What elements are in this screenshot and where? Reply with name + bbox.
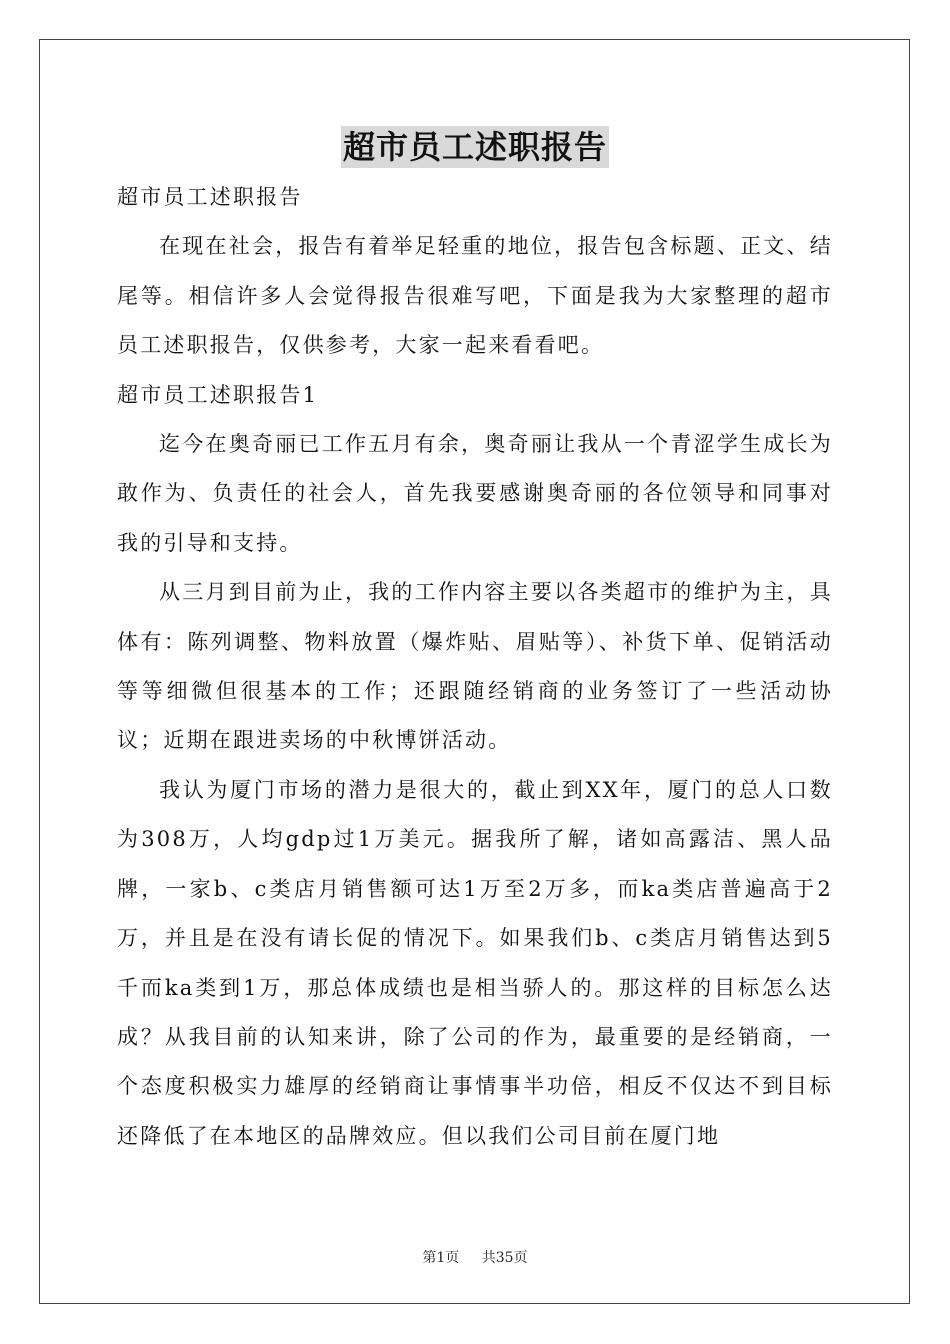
page-number: 第1页 (422, 1250, 460, 1266)
section-heading: 超市员工述职报告1 (117, 382, 319, 407)
page-total: 共35页 (481, 1250, 528, 1266)
body-paragraph: 从三月到目前为止，我的工作内容主要以各类超市的维护为主，具体有：陈列调整、物料放置（爆炸贴、眉贴等）、补货下单、促销活动等等细微但很基本的工作；还跟随经销商的业务签订了一些活动协议；近期在跟进卖场的中秋博饼活动。 (117, 580, 833, 753)
intro-paragraph: 在现在社会，报告有着举足轻重的地位，报告包含标题、正文、结尾等。相信许多人会觉得报告很难写吧，下面是我为大家整理的超市员工述职报告，仅供参考，大家一起来看看吧。 (117, 234, 833, 358)
document-body (117, 173, 833, 1161)
document-title: 超市员工述职报告 (342, 128, 607, 166)
title-wrap (0, 126, 950, 168)
page-footer (0, 1247, 950, 1267)
body-paragraph: 我认为厦门市场的潜力是很大的，截止到XX年，厦门的总人口数为308万，人均gdp过1万美元。据我所了解，诸如高露洁、黑人品牌，一家b、c类店月销售额可达1万至2万多，而ka类店普遍高于2万，并且是在没有请长促的情况下。如果我们b、c类店月销售达到5千而ka类到1万，那总体成绩也是相当骄人的。那这样的目标怎么达成？从我目前的认知来讲，除了公司的作为，最重要的是经销商，一个态度积极实力雄厚的经销商让事情事半功倍，相反不仅达不到目标还降低了在本地区的品牌效应。但以我们公司目前在厦门地 (117, 777, 833, 1148)
body-paragraph: 迄今在奥奇丽已工作五月有余，奥奇丽让我从一个青涩学生成长为敢作为、负责任的社会人，首先我要感谢奥奇丽的各位领导和同事对我的引导和支持。 (117, 432, 833, 555)
subtitle-paragraph: 超市员工述职报告 (117, 185, 303, 209)
